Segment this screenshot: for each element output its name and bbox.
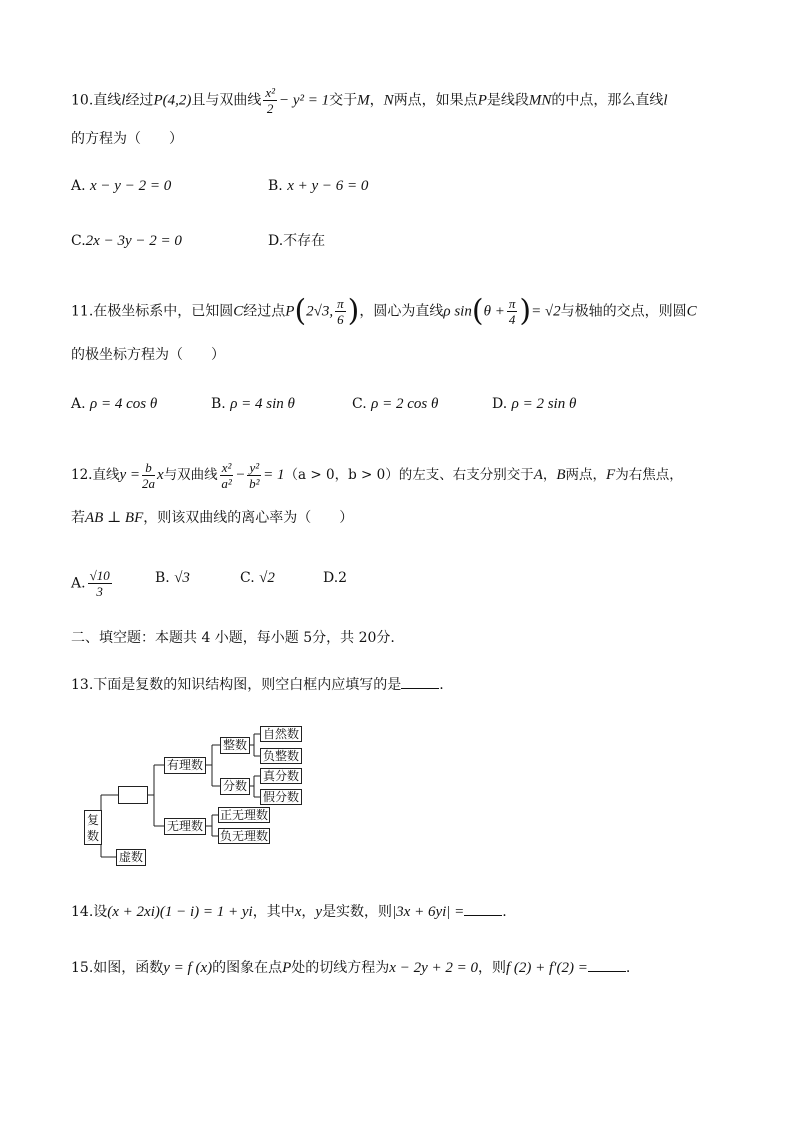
theta-plus: θ +: [483, 303, 505, 320]
answer-blank: [464, 901, 502, 916]
q12-text: 两点，: [565, 467, 607, 483]
numerator: x²: [265, 85, 276, 100]
q15-text: 的图象在点: [212, 960, 283, 976]
q10-text: 的中点，那么直线: [551, 92, 664, 109]
comma: ，: [542, 467, 557, 483]
var-p: P: [477, 92, 487, 109]
q14-abs: |3x + 6yi| =: [392, 904, 465, 920]
q15-func: y = f (x): [163, 960, 213, 976]
q10-line2: 的方程为（ ）: [71, 131, 183, 147]
comma: ，: [301, 904, 316, 920]
var-p: P: [285, 303, 295, 320]
q11-text: 经过点: [243, 303, 286, 320]
numerator: x²: [221, 460, 232, 475]
option-label: D.: [492, 396, 508, 412]
right-paren: ): [347, 293, 360, 329]
perp: AB ⊥ BF: [85, 510, 144, 526]
node-youlishu: 有理数: [164, 757, 206, 774]
option-eq: x + y − 6 = 0: [287, 178, 369, 194]
option-label: B.: [268, 178, 283, 194]
q14-line: [71, 901, 507, 922]
q15-text: 处的切线方程为: [291, 960, 390, 976]
right-paren: ): [519, 293, 532, 329]
period: .: [439, 677, 444, 693]
q11-text: 11.在极坐标系中，已知圆: [71, 303, 234, 320]
q11-text: 与极轴的交点，则圆: [560, 303, 687, 320]
q14-text: ，其中: [252, 904, 295, 920]
option-val: √3: [174, 570, 190, 586]
denominator: 6: [337, 312, 344, 327]
option-label: A.: [71, 575, 86, 592]
option-eq: 2x − 3y − 2 = 0: [85, 233, 182, 249]
var-c: C: [686, 303, 697, 320]
denominator: 2: [266, 101, 274, 116]
option-label: B.: [155, 570, 170, 586]
condition: （a > 0，b > 0）: [284, 467, 399, 483]
denominator: a²: [221, 476, 232, 491]
comma: ，: [369, 92, 384, 109]
var-p: P: [282, 960, 292, 976]
q12-text: 12.直线: [71, 467, 120, 483]
q15-line: [71, 957, 630, 978]
node-ziranshu: 自然数: [260, 726, 302, 742]
eq-one: = 1: [263, 467, 285, 483]
node-zhenfenshu: 真分数: [260, 768, 302, 784]
node-xushu: 虚数: [116, 849, 146, 866]
node-zhengwulishu: 正无理数: [219, 808, 268, 822]
q14-expr: (x + 2xi)(1 − i) = 1 + yi: [107, 904, 253, 920]
option-eq: ρ = 2 sin θ: [511, 396, 577, 412]
node-fuzhengshu: 负整数: [260, 748, 302, 764]
numerator: √10: [89, 568, 110, 583]
option-eq: ρ = 4 cos θ: [90, 396, 158, 412]
q10-text: 且与双曲线: [191, 92, 262, 109]
denominator: 4: [508, 312, 516, 327]
option-label: A.: [71, 396, 86, 412]
left-paren: (: [294, 293, 307, 329]
var-l: l: [121, 92, 126, 109]
q12-text: 为右焦点，: [615, 467, 683, 483]
left-paren: (: [471, 293, 484, 329]
hyperbola-eq: − y² = 1: [279, 92, 330, 109]
minus: −: [235, 467, 246, 483]
q10-text: 是线段: [486, 92, 529, 109]
option-label: B.: [211, 396, 226, 412]
numerator: π: [508, 296, 516, 311]
var-m: M: [357, 92, 370, 109]
var-c: C: [233, 303, 244, 320]
option-label: C.: [71, 233, 86, 249]
q11-line2: 的极坐标方程为（ ）: [71, 347, 225, 363]
coord: 2√3,: [306, 303, 334, 320]
numerator: π: [337, 296, 344, 311]
eq-sqrt2: = √2: [531, 303, 561, 320]
section-heading: 二、填空题：本题共 4 小题，每小题 5分，共 20分.: [71, 630, 395, 646]
var-b: B: [556, 467, 566, 483]
tangent-eq: x − 2y + 2 = 0: [389, 960, 478, 976]
numerator: y²: [249, 460, 260, 475]
q15-text: ，则: [477, 960, 506, 976]
node-zhengshu: 整数: [220, 737, 250, 754]
option-eq: ρ = 4 sin θ: [230, 396, 295, 412]
numerator: b: [142, 460, 155, 476]
q14-text: 是实数，则: [322, 904, 393, 920]
node-fushu: 复数: [84, 810, 102, 845]
denominator: 2a: [142, 476, 156, 491]
q15-text: 15.如图，函数: [71, 960, 164, 976]
node-jiafenshu: 假分数: [260, 789, 302, 805]
option-eq: x − y − 2 = 0: [90, 178, 172, 194]
node-fuwulishu: 负无理数: [219, 829, 268, 843]
var-mn: MN: [528, 92, 552, 109]
var-f: F: [606, 467, 616, 483]
var-x: x: [294, 904, 302, 920]
denominator: b²: [249, 476, 260, 491]
q10-option-d: D.不存在: [268, 233, 326, 249]
q12-text: ，则该双曲线的离心率为（ ）: [143, 510, 354, 526]
q12-text: 的左支、右支分别交于: [398, 467, 534, 483]
option-label: C.: [240, 570, 255, 586]
q11-text: ，圆心为直线: [359, 303, 444, 320]
node-blank: [118, 786, 148, 804]
option-val: √2: [259, 570, 275, 586]
var-l: l: [663, 92, 668, 109]
period: .: [625, 960, 631, 976]
option-label: C.: [352, 396, 367, 412]
q12-option-d: D.2: [323, 570, 348, 586]
y-eq: y =: [119, 467, 141, 483]
q10-text: 交于: [329, 92, 358, 109]
node-fenshu: 分数: [220, 778, 250, 795]
var-a: A: [533, 467, 543, 483]
period: .: [502, 904, 507, 920]
q14-text: 14.设: [71, 904, 108, 920]
q12-text: 若: [71, 510, 85, 526]
q10-text: 两点，如果点: [393, 92, 478, 109]
node-wulishu: 无理数: [164, 818, 206, 835]
var-x: x: [157, 467, 164, 483]
q10-text: 10.直线: [71, 92, 122, 109]
var-y: y: [315, 904, 323, 920]
q15-sum: f (2) + f′(2) =: [505, 960, 588, 976]
rho-sin: ρ sin: [443, 303, 472, 320]
option-eq: ρ = 2 cos θ: [371, 396, 439, 412]
q12-text: 与双曲线: [163, 467, 218, 483]
denominator: 3: [96, 584, 103, 599]
q10-text: 经过: [125, 92, 154, 109]
option-label: A.: [71, 178, 86, 194]
point-p: P(4,2): [153, 92, 192, 109]
var-n: N: [383, 92, 394, 109]
answer-blank: [588, 957, 626, 972]
q13-text: 13.下面是复数的知识结构图，则空白框内应填写的是: [71, 677, 402, 693]
